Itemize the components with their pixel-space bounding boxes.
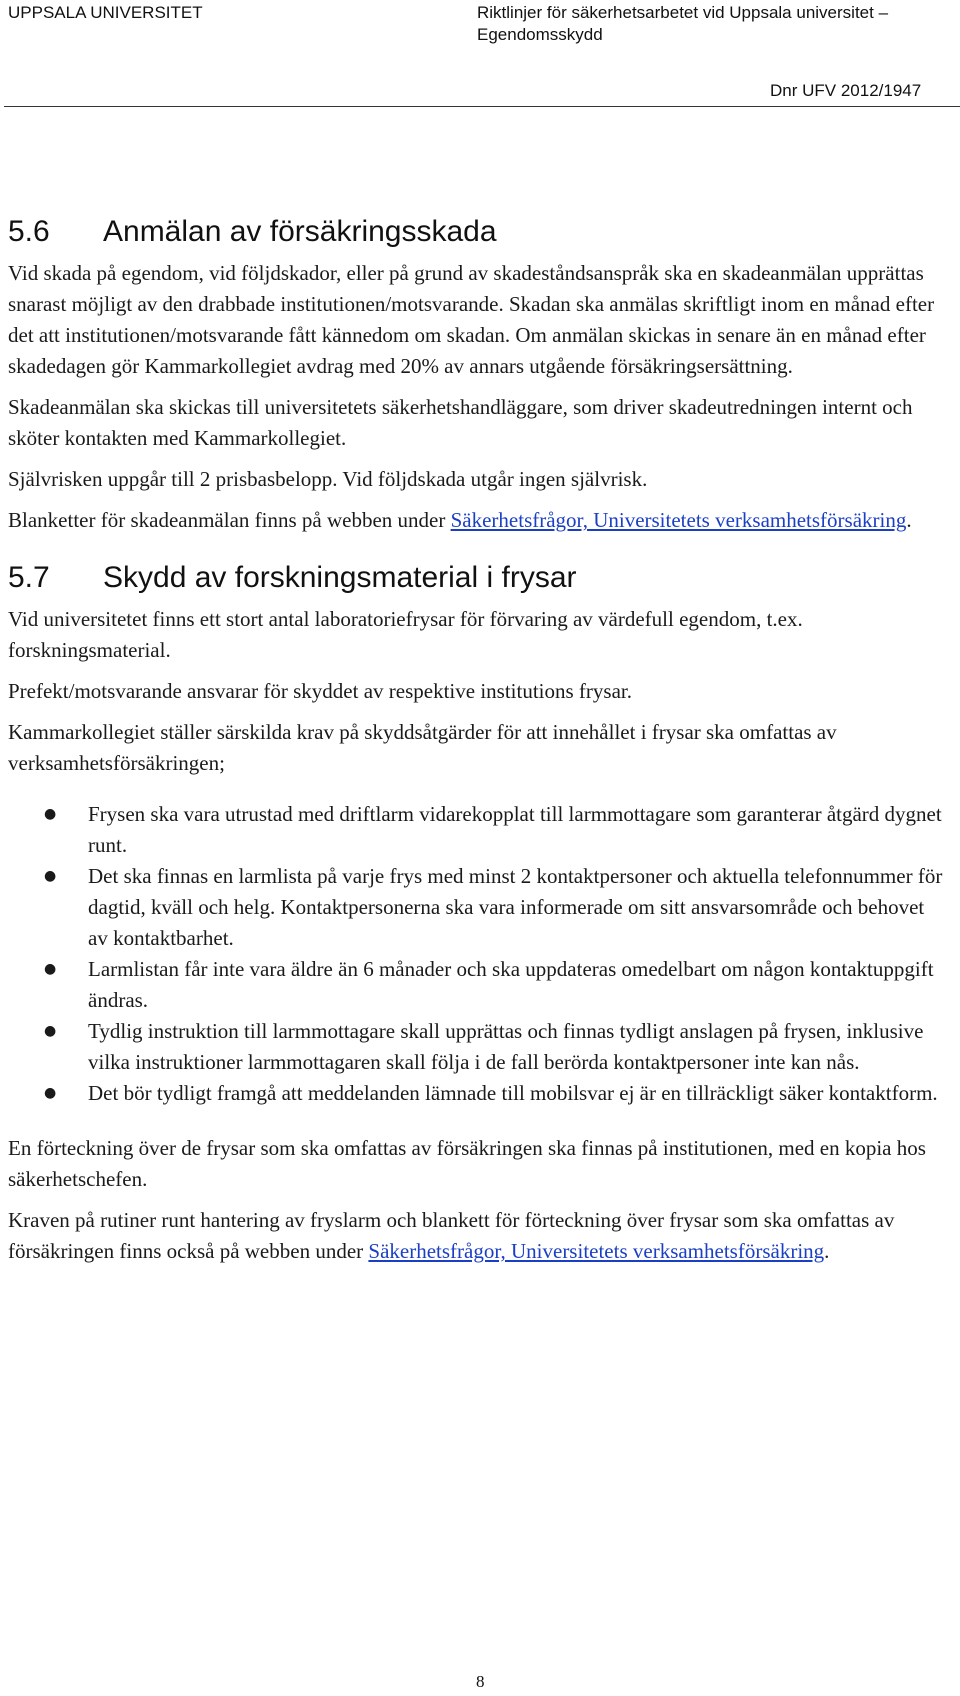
header-university: UPPSALA UNIVERSITET — [8, 3, 203, 22]
header-document-title — [477, 2, 937, 46]
paragraph-text: . — [824, 1239, 830, 1263]
header-dnr: Dnr UFV 2012/1947 — [770, 81, 922, 100]
insurance-page-link[interactable]: Säkerhetsfrågor, Universitetets verksamhetsförsäkring — [368, 1239, 825, 1263]
section-heading-5-6 — [8, 212, 948, 252]
list-item — [8, 861, 948, 954]
paragraph-text: . — [906, 508, 912, 532]
paragraph-text: Blanketter för skadeanmälan finns på webben under — [8, 508, 451, 532]
paragraph — [8, 1205, 948, 1267]
paragraph: En förteckning över de frysar som ska omfattas av försäkringen ska finnas på institutionen, med en kopia hos säkerhetschefen. — [8, 1136, 926, 1191]
bullet-icon: ● — [44, 961, 57, 977]
list-item-text: Larmlistan får inte vara äldre än 6 månader och ska uppdateras omedelbart om någon kontaktuppgift ändras. — [88, 957, 934, 1012]
section-heading-5-7 — [8, 558, 948, 598]
paragraph: Skadeanmälan ska skickas till universitetets säkerhetshandläggare, som driver skadeutredningen internt och sköter kontakten med Kammarkollegiet. — [8, 395, 913, 450]
section-title: Anmälan av försäkringsskada — [103, 215, 497, 248]
paragraph: Prefekt/motsvarande ansvarar för skyddet av respektive institutions frysar. — [8, 679, 632, 703]
paragraph-text: Kraven på rutiner runt hantering av fryslarm och blankett för förteckning över frysar som ska omfattas av försäkringen finns också på webben under — [8, 1208, 895, 1263]
bullet-icon: ● — [44, 1085, 57, 1101]
page-number: 8 — [476, 1672, 485, 1691]
list-item — [8, 1078, 948, 1109]
insurance-page-link[interactable]: Säkerhetsfrågor, Universitetets verksamhetsförsäkring — [450, 508, 907, 532]
list-item — [8, 799, 948, 861]
section-number: 5.6 — [8, 215, 50, 248]
section-title: Skydd av forskningsmaterial i frysar — [103, 561, 577, 594]
document-body — [8, 212, 948, 1277]
paragraph: Självrisken uppgår till 2 prisbasbelopp. Vid följdskada utgår ingen självrisk. — [8, 467, 648, 491]
list-item-text: Det ska finnas en larmlista på varje frys med minst 2 kontaktpersoner och aktuella telefonnummer för dagtid, kväll och helg. Kontaktpersonerna ska vara informerade om sitt ansvarsområde och behovet av kontaktbarhet. — [88, 864, 943, 950]
list-item-text: Frysen ska vara utrustad med driftlarm vidarekopplat till larmmottagare som garanterar åtgärd dygnet runt. — [88, 802, 942, 857]
paragraph — [8, 505, 948, 536]
header-divider — [4, 106, 960, 107]
bullet-icon: ● — [44, 806, 57, 822]
paragraph: Vid skada på egendom, vid följdskador, eller på grund av skadeståndsanspråk ska en skadeanmälan upprättas snarast möjligt av den drabbade institutionen/motsvarande. Skadan ska anmälas skriftligt inom en månad efter det att institutionen/motsvarande fått kännedom om skadan. Om anmälan skickas in senare än en månad efter skadedagen gör Kammarkollegiet avdrag med 20% av annars utgående försäkringsersättning. — [8, 261, 935, 378]
section-number: 5.7 — [8, 561, 50, 594]
paragraph: Kammarkollegiet ställer särskilda krav på skyddsåtgärder för att innehållet i frysar ska omfattas av verksamhetsförsäkringen; — [8, 720, 837, 775]
requirements-list — [8, 799, 948, 1109]
header-title-line-1: Riktlinjer för säkerhetsarbetet vid Uppsala universitet – — [477, 3, 889, 22]
header-title-line-2: Egendomsskydd — [477, 25, 603, 44]
list-item-text: Det bör tydligt framgå att meddelanden lämnade till mobilsvar ej är en tillräckligt säker kontaktform. — [88, 1081, 938, 1105]
list-item — [8, 1016, 948, 1078]
list-item-text: Tydlig instruktion till larmmottagare skall upprättas och finnas tydligt anslagen på frysen, inklusive vilka instruktioner larmmottagaren skall följa i de fall berörda kontaktpersoner inte kan nås. — [88, 1019, 924, 1074]
list-item — [8, 954, 948, 1016]
bullet-icon: ● — [44, 1023, 57, 1039]
paragraph: Vid universitetet finns ett stort antal laboratoriefrysar för förvaring av värdefull egendom, t.ex. forskningsmaterial. — [8, 607, 803, 662]
bullet-icon: ● — [44, 868, 57, 884]
